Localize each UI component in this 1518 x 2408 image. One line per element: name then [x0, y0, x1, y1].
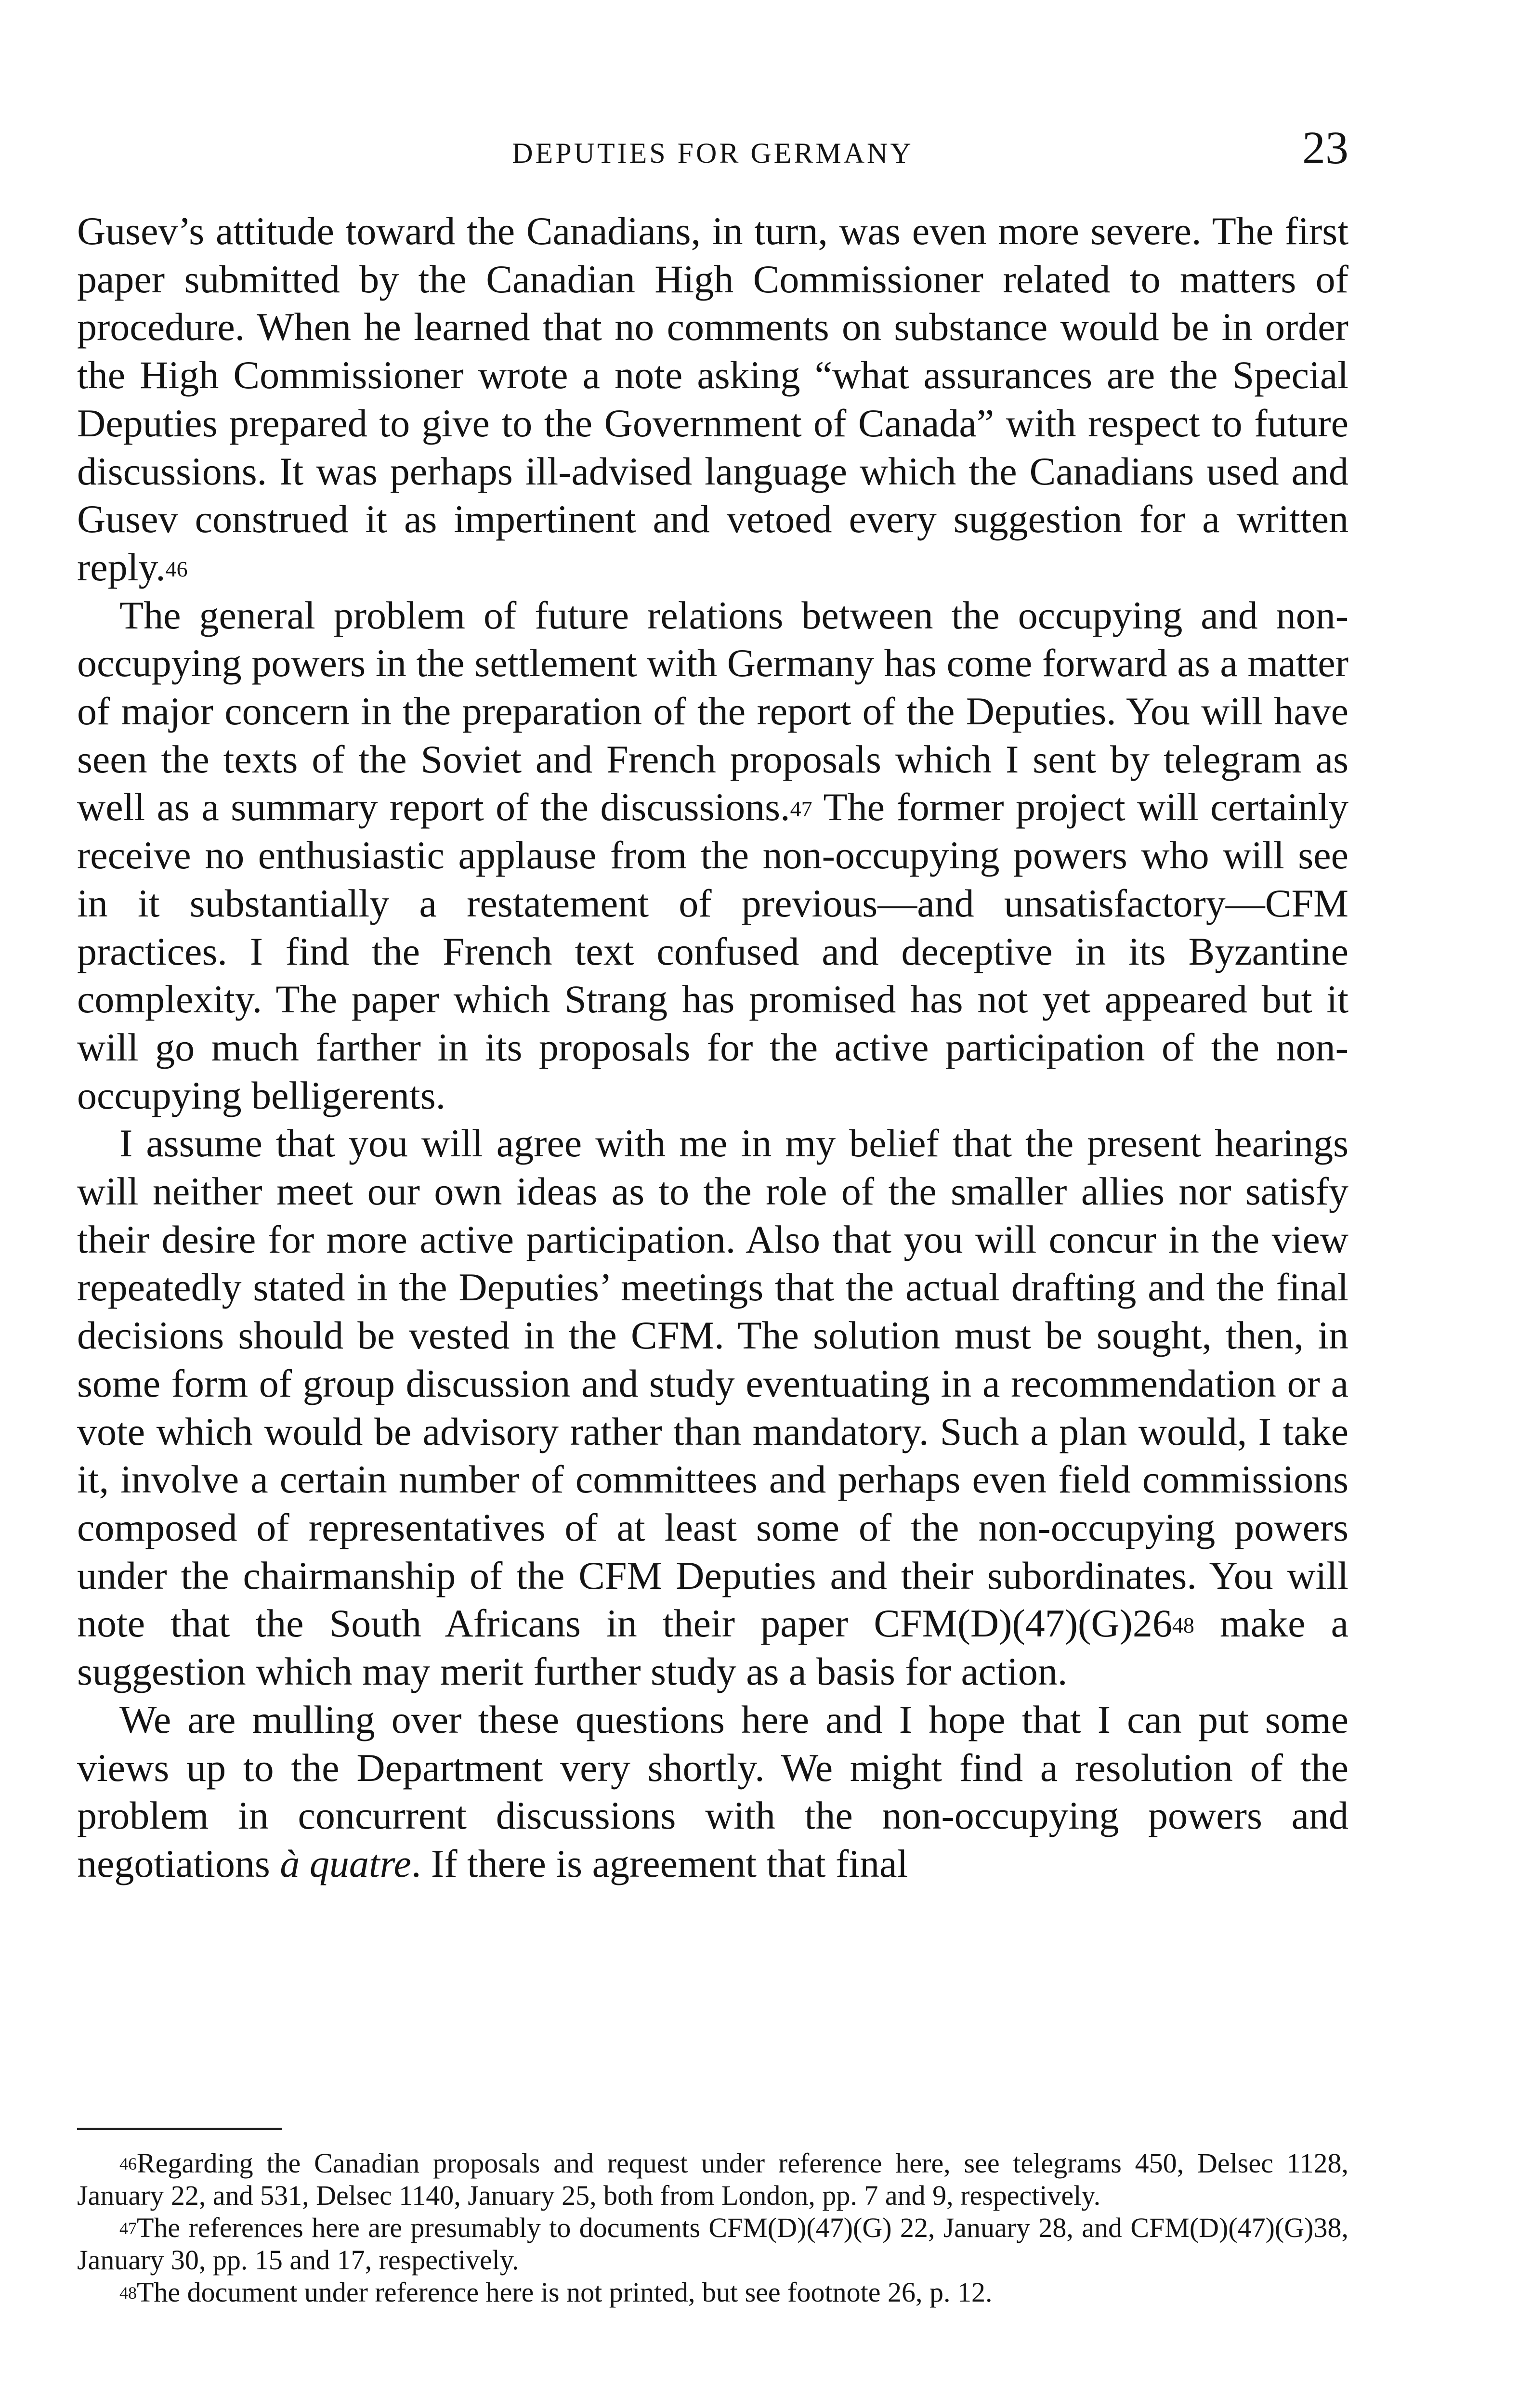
page-number: 23	[1302, 122, 1348, 173]
footnote-text: Regarding the Canadian proposals and request under reference here, see telegrams 450, Delsec 1128, January 22, and 531, Delsec 1140, January 25, both from London, pp. 7 and 9, respectively.	[77, 2147, 1348, 2211]
paragraph-3	[77, 1119, 1348, 1695]
footnote-ref-48: 48	[1172, 1613, 1194, 1638]
footnote-48	[77, 2276, 1348, 2308]
footnote-mark: 47	[119, 2219, 137, 2238]
paragraph-2-text-b: The former project will certainly receive no enthusiastic applause from the non-occupying powers who will see in it substantially a restatement of previous—and unsatisfactory—CFM practices. I find the French text confused and deceptive in its Byzantine complexity. The paper which Strang has promised has not yet appeared but it will go much farther in its proposals for the active participation of the non-occupying belligerents.	[77, 785, 1349, 1117]
paragraph-4	[77, 1696, 1348, 1888]
paragraph-4-text-b: . If there is agreement that final	[411, 1841, 908, 1885]
paragraph-4-text-a: We are mulling over these questions here and I hope that I can put some views up to the Department very shortly. We might find a resolution of the problem in concurrent discussions with the non-occupying powers and negotiations	[77, 1697, 1348, 1885]
footnote-text: The document under reference here is not printed, but see footnote 26, p. 12.	[137, 2277, 993, 2308]
footnote-mark: 48	[119, 2283, 137, 2303]
paragraph-1-text: Gusev’s attitude toward the Canadians, in turn, was even more severe. The first paper submitted by the Canadian High Commissioner related to matters of procedure. When he learned that no comments on substance would be in order the High Commissioner wrote a note asking “what assurances are the Special Deputies prepared to give to the Government of Canada” with respect to future discussions. It was perhaps ill-advised language which the Canadians used and Gusev construed it as impertinent and vetoed every suggestion for a written reply.	[77, 209, 1348, 589]
paragraph-3-text-a: I assume that you will agree with me in my belief that the present hearings will neither meet our own ideas as to the role of the smaller allies nor satisfy their desire for more active participation. Also that you will concur in the view repeatedly stated in the Deputies’ meetings that the actual drafting and the final decisions should be vested in the CFM. The solution must be sought, then, in some form of group discussion and study eventuating in a recommendation or a vote which would be advisory rather than mandatory. Such a plan would, I take it, involve a certain number of committees and perhaps even field commissions composed of representatives of at least some of the non-occupying powers under the chairmanship of the CFM Deputies and their subordinates. You will note that the South Africans in their paper CFM(D)(47)(G)26	[77, 1121, 1348, 1646]
running-head: DEPUTIES FOR GERMANY	[512, 137, 914, 169]
footnote-ref-47: 47	[790, 797, 812, 822]
footnotes	[77, 2147, 1348, 2308]
footnote-47	[77, 2212, 1348, 2276]
footnote-ref-46: 46	[165, 556, 188, 581]
footnote-text: The references here are presumably to documents CFM(D)(47)(G) 22, January 28, and CFM(D)(47)(G)38, January 30, pp. 15 and 17, respectively.	[77, 2212, 1348, 2276]
footnote-mark: 46	[119, 2154, 137, 2173]
paragraph-4-italic: à quatre	[280, 1841, 411, 1885]
paragraph-2	[77, 591, 1348, 1120]
footnote-46	[77, 2147, 1348, 2212]
paragraph-1	[77, 207, 1348, 591]
paragraph-2-text-a: The general problem of future relations between the occupying and non-occupying powers in the settlement with Germany has come forward as a matter of major concern in the preparation of the report of the Deputies. You will have seen the texts of the Soviet and French proposals which I sent by telegram as well as a summary report of the discussions.	[77, 593, 1348, 829]
paragraph-3-text-b: make a suggestion which may merit further study as a basis for action.	[77, 1601, 1349, 1694]
footnote-rule	[77, 2128, 282, 2130]
body-text	[77, 207, 1348, 1888]
page-header	[77, 121, 1348, 174]
